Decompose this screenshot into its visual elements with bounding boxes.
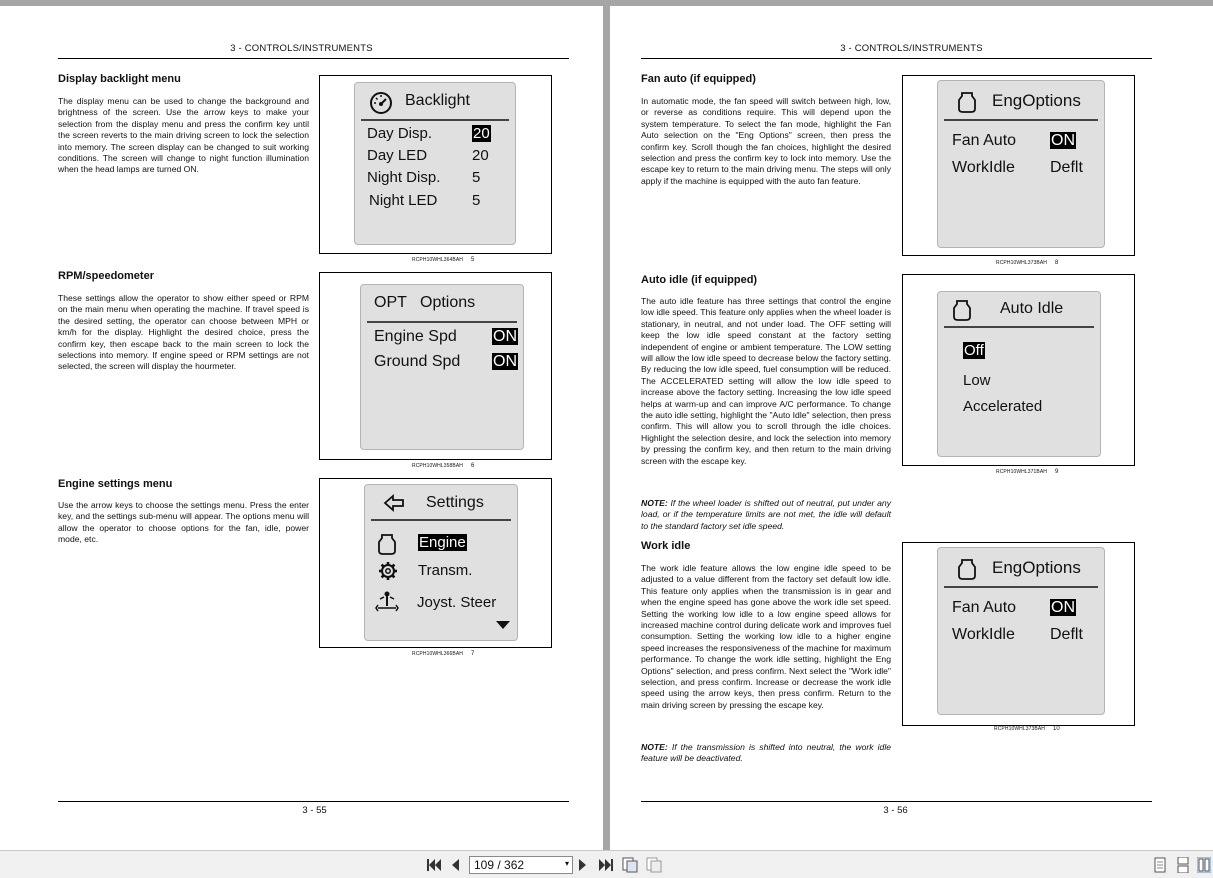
row-value: 20 — [472, 147, 489, 164]
engine-icon — [956, 557, 978, 581]
figure-caption: RCPH10WHL364BAH 5 — [412, 257, 475, 263]
scroll-down-arrow-icon — [495, 620, 511, 630]
screen-title: Options — [420, 294, 476, 311]
screen-rule — [944, 586, 1098, 588]
document-page-right — [610, 6, 1213, 850]
row-label: Day LED — [367, 147, 428, 164]
figure-caption: RCPH10WHL373BAH 8 — [996, 260, 1059, 266]
row-value: 5 — [472, 192, 481, 209]
section-title: Auto idle (if equipped) — [641, 274, 758, 286]
section-body: These settings allow the operator to show either speed or RPM on the main menu when operating the machine. If travel speed is the desired setting, the operator can choose between MPH or km/h for the display. Highlight the desired choice, press the confirm key, then escape back to the main screen to lock the selections into memory. If engine speed or RPM settings are not selected, the screen will display the hourmeter. — [58, 293, 309, 372]
row-label: WorkIdle — [952, 626, 1015, 643]
page-indicator: 109 / 362 — [474, 858, 525, 872]
row-value: Deflt — [1050, 159, 1083, 176]
first-page-icon[interactable] — [427, 859, 441, 871]
joystick-steer-icon — [375, 590, 399, 614]
fit-page-icon[interactable] — [622, 857, 638, 873]
page-header: 3 - CONTROLS/INSTRUMENTS — [840, 43, 983, 54]
section-body: The display menu can be used to change the background and brightness of the screen. Use the arrow keys to make your selection from the display menu and press the confirm key until the screen reverts to the main driving screen to lock the selection into memory. The screen display can be changed to suit working conditions. The screen will change to night function illumination when the head lamps are turned ON. — [58, 96, 309, 175]
figure-caption: RCPH10WHL366BAH 7 — [412, 651, 475, 657]
figure-caption: RCPH10WHL358BAH 6 — [412, 463, 475, 469]
figure-settings — [319, 478, 552, 648]
figure-auto-idle — [902, 274, 1135, 466]
menu-item-selected: Engine — [419, 534, 466, 551]
row-value: Deflt — [1050, 626, 1083, 643]
display-screen — [360, 284, 524, 450]
section-title: Engine settings menu — [58, 478, 173, 490]
section-body: Use the arrow keys to choose the settings menu. Press the enter key, and the settings sub-menu will appear. The options menu will allow the operator to choose options for the fan, idle, power mode, etc. — [58, 500, 309, 545]
display-screen — [937, 547, 1105, 715]
row-value-selected: ON — [493, 353, 517, 370]
engine-icon — [956, 90, 978, 114]
screen-rule — [944, 119, 1098, 121]
section-body: The auto idle feature has three settings that control the engine low idle speed. This feature only applies when the wheel loader is stationary, in neutral, and not under load. The OFF setting will keep the low idle speed constant at the factory setting independent of engine or ambient temperature. The LOW setting will allow the low idle speed to decrease below the factory setting. By reducing the low idle speed, fuel consumption will be reduced. The ACCELERATED setting will allow the low idle speed to increase above the factory setting. Increasing the low idle speed helps at warm-up and can improve A/C performance. To change the auto idle setting, highlight the "Auto Idle" selection, then press confirm. This will allow you to scroll through the idle choices. Highlight the selection desire, and lock the selection into memory by pressing the confirm key, and then return to the main driving screen with the escape key. — [641, 296, 891, 466]
note-text: NOTE: If the transmission is shifted into neutral, the work idle feature will be deactivated. — [641, 742, 892, 764]
header-rule — [58, 58, 569, 59]
page-number: 3 - 56 — [883, 805, 908, 816]
row-value-selected: ON — [1051, 599, 1075, 616]
fit-width-icon[interactable] — [646, 857, 662, 873]
note-text: NOTE: If the wheel loader is shifted out of neutral, put under any load, or if the temperature limits are not met, the idle will default to the standard factory set idle speed. — [641, 498, 891, 531]
display-screen — [937, 80, 1105, 248]
screen-title: Auto Idle — [1000, 300, 1064, 317]
single-page-view-icon[interactable] — [1154, 857, 1166, 873]
display-screen — [364, 484, 518, 641]
continuous-view-icon[interactable] — [1177, 857, 1189, 873]
section-body: The work idle feature allows the low engine idle speed to be adjusted to a value different from the factory set default low idle. This feature only applies when the transmission is in gear and when the engine speed has gone above the work idle set speed. Setting the working low idle to a low engine speed allows for increased machine control during delicate work and improves fuel consumption. Setting the working low idle to a higher engine speed increases the responsiveness of the machine for maximum performance. To change the work idle setting, highlight the Eng Options" selection, and press confirm. Next select the "Work idle" selection, and press confirm. Increase or decrease the work idle speed using the arrow keys, then press confirm. Return to the main driving screen by pressing the escape key. — [641, 563, 891, 710]
document-page-left — [0, 6, 603, 850]
row-label: Day Disp. — [367, 125, 433, 142]
row-label: Engine Spd — [374, 328, 457, 345]
menu-item: Transm. — [418, 562, 473, 579]
screen-title: EngOptions — [992, 558, 1081, 577]
display-screen — [354, 82, 516, 245]
chevron-down-icon: ▾ — [564, 859, 569, 868]
footer-rule — [641, 801, 1152, 802]
section-title: Fan auto (if equipped) — [641, 73, 756, 85]
viewer-toolbar — [0, 850, 1213, 878]
prev-page-icon[interactable] — [451, 859, 459, 871]
option-selected: Off — [964, 342, 984, 359]
header-rule — [641, 58, 1152, 59]
row-value: 5 — [472, 169, 481, 186]
gauge-icon — [369, 91, 393, 115]
figure-engoptions-work-idle — [902, 542, 1135, 726]
last-page-icon[interactable] — [599, 859, 613, 871]
figure-caption: RCPH10WHL371BAH 9 — [996, 469, 1059, 475]
figure-options — [319, 272, 552, 460]
section-title: Work idle — [641, 540, 691, 552]
screen-rule — [367, 321, 517, 323]
row-label: WorkIdle — [952, 159, 1015, 176]
page-number-dropdown[interactable] — [469, 856, 573, 874]
enter-arrow-icon — [383, 493, 409, 513]
row-label: Night Disp. — [367, 169, 441, 186]
two-page-view-icon[interactable] — [1197, 857, 1211, 873]
next-page-icon[interactable] — [579, 859, 587, 871]
figure-caption: RCPH10WHL373BAH 10 — [994, 726, 1060, 732]
screen-title: EngOptions — [992, 91, 1081, 110]
screen-title: Settings — [426, 494, 484, 511]
display-screen — [937, 291, 1101, 457]
screen-rule — [371, 519, 511, 521]
engine-icon — [951, 298, 973, 322]
row-label: Night LED — [369, 192, 438, 209]
option-item: Low — [963, 372, 991, 389]
screen-title-prefix: OPT — [374, 294, 407, 311]
screen-rule — [944, 326, 1094, 328]
screen-rule — [361, 119, 509, 121]
engine-icon — [377, 532, 397, 556]
footer-rule — [58, 801, 569, 802]
option-item: Accelerated — [963, 398, 1043, 415]
figure-backlight — [319, 75, 552, 254]
gear-icon — [377, 560, 399, 582]
row-value-selected: ON — [493, 328, 517, 345]
page-header: 3 - CONTROLS/INSTRUMENTS — [230, 43, 373, 54]
section-title: RPM/speedometer — [58, 270, 154, 282]
section-body: In automatic mode, the fan speed will switch between high, low, or reverse as conditions require. This will depend upon the system temperature. To select the fan mode, highlight the Fan Auto selection on the "Eng Options" screen, then press the confirm key. Scroll though the fan choices, highlight the desired selection and press the confirm key to lock into memory. Use the escape key to return to the main driving menu. The steps will only apply if the machine is equipped with the auto fan feature. — [641, 96, 891, 186]
row-label: Ground Spd — [374, 353, 461, 370]
page-number: 3 - 55 — [302, 805, 327, 816]
section-title: Display backlight menu — [58, 73, 181, 85]
screen-title: Backlight — [405, 92, 470, 109]
row-value-selected: 20 — [473, 125, 490, 142]
figure-engoptions-fan — [902, 75, 1135, 256]
row-label: Fan Auto — [952, 599, 1017, 616]
menu-item: Joyst. Steer — [417, 594, 497, 611]
row-value-selected: ON — [1051, 132, 1075, 149]
row-label: Fan Auto — [952, 132, 1017, 149]
